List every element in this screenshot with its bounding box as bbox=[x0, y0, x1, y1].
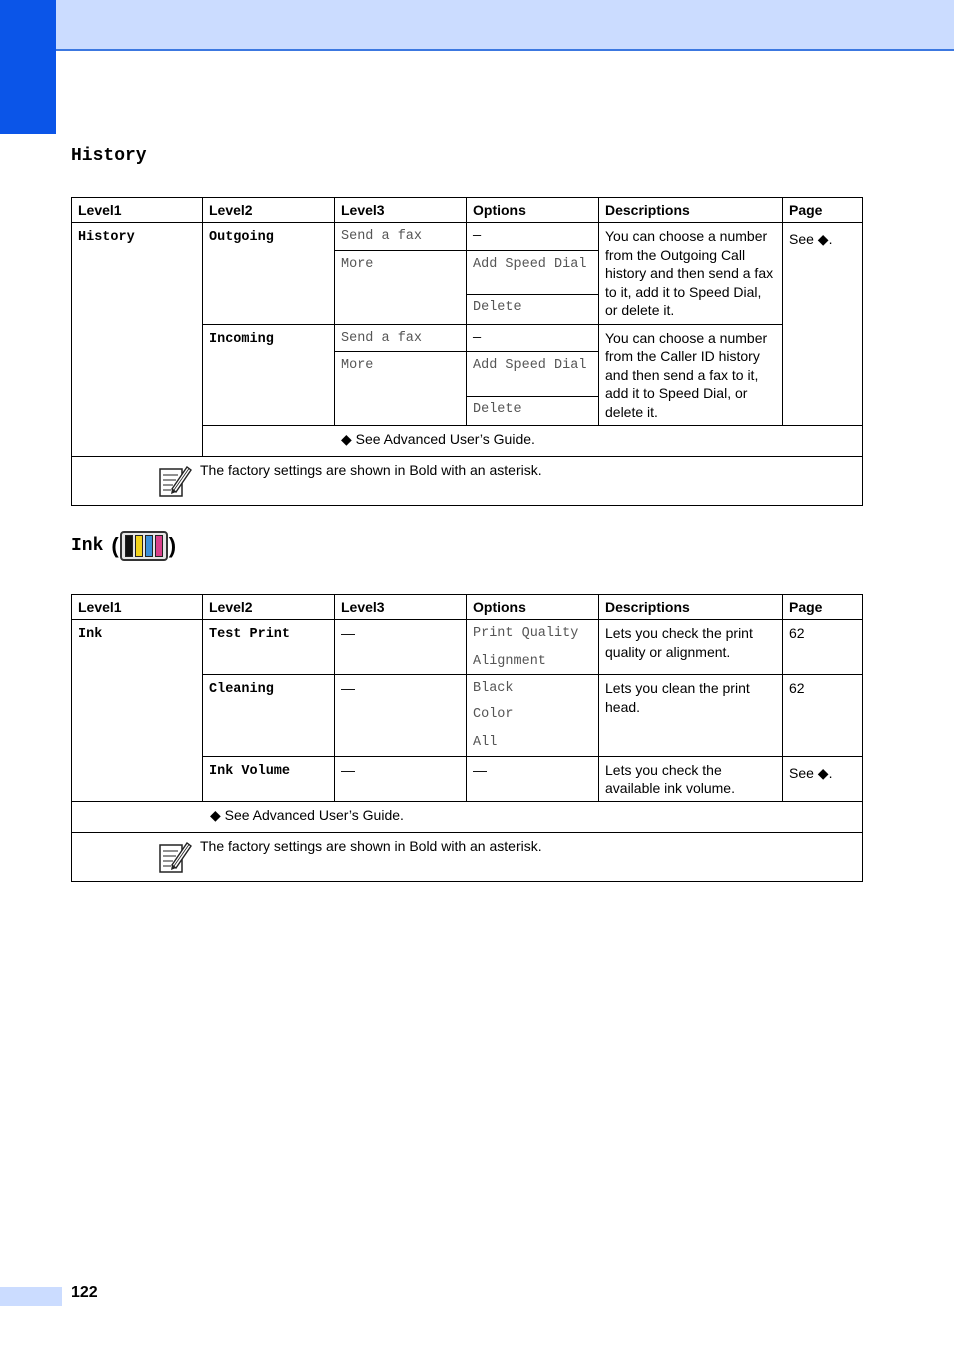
ink-title-text: Ink bbox=[71, 536, 104, 556]
header-level1: Level1 bbox=[72, 198, 203, 223]
header-band bbox=[0, 0, 954, 51]
outgoing-description: You can choose a number from the Outgoing Call history and then send a fax to it, add it to Speed Dial, or delete it. bbox=[599, 223, 783, 325]
incoming-more-options bbox=[467, 352, 599, 426]
ink-volume-option: — bbox=[467, 756, 599, 801]
ink-header-page: Page bbox=[783, 595, 863, 620]
option-alignment: Alignment bbox=[473, 653, 546, 669]
ink-header-descriptions: Descriptions bbox=[599, 595, 783, 620]
header-level3: Level3 bbox=[335, 198, 467, 223]
outgoing-send-fax: Send a fax bbox=[335, 223, 467, 251]
test-print-level3: — bbox=[335, 620, 467, 675]
option-color: Color bbox=[473, 706, 514, 722]
ink-section-title bbox=[71, 531, 176, 561]
outgoing-level2: Outgoing bbox=[203, 223, 335, 325]
incoming-add-speed-dial: Add Speed Dial bbox=[467, 352, 598, 397]
ink-header-row bbox=[72, 595, 863, 620]
memo-pencil-icon bbox=[158, 839, 192, 875]
outgoing-delete: Delete bbox=[473, 299, 522, 315]
header-level2: Level2 bbox=[203, 198, 335, 223]
ink-paren-open: ( bbox=[111, 533, 119, 558]
ink-factory-note: The factory settings are shown in Bold with an asterisk. bbox=[200, 837, 542, 854]
cleaning-options bbox=[467, 675, 599, 757]
page-number-band bbox=[0, 1287, 62, 1306]
ink-advanced-note: ◆ See Advanced User’s Guide. bbox=[72, 801, 863, 832]
option-print-quality: Print Quality bbox=[473, 626, 579, 641]
history-header-row bbox=[72, 198, 863, 223]
test-print-level2: Test Print bbox=[203, 620, 335, 675]
history-factory-note-cell bbox=[72, 457, 863, 506]
history-level1: History bbox=[72, 223, 203, 457]
incoming-description: You can choose a number from the Caller ID history and then send a fax to it, add it to Speed Dial, or delete it. bbox=[599, 324, 783, 426]
ink-header-level1: Level1 bbox=[72, 595, 203, 620]
ink-cartridge-icon bbox=[120, 531, 168, 561]
cleaning-level2: Cleaning bbox=[203, 675, 335, 757]
history-advanced-note: ◆ See Advanced User’s Guide. bbox=[203, 426, 863, 457]
ink-volume-description: Lets you check the available ink volume. bbox=[599, 756, 783, 801]
outgoing-send-fax-option: — bbox=[467, 223, 599, 251]
ink-factory-note-cell bbox=[72, 832, 863, 881]
ink-header-level2: Level2 bbox=[203, 595, 335, 620]
incoming-more: More bbox=[335, 352, 467, 426]
outgoing-more: More bbox=[335, 250, 467, 324]
chapter-tab bbox=[0, 0, 56, 134]
incoming-level2: Incoming bbox=[203, 324, 335, 426]
test-print-description: Lets you check the print quality or alignment. bbox=[599, 620, 783, 675]
history-page: See ◆. bbox=[783, 223, 863, 426]
history-factory-note: The factory settings are shown in Bold with an asterisk. bbox=[200, 462, 542, 478]
history-table bbox=[71, 197, 863, 506]
ink-paren-close: ) bbox=[168, 533, 177, 558]
header-page: Page bbox=[783, 198, 863, 223]
header-options: Options bbox=[467, 198, 599, 223]
test-print-options bbox=[467, 620, 599, 675]
ink-magenta-swatch bbox=[155, 535, 163, 557]
ink-black-swatch bbox=[125, 535, 133, 557]
ink-yellow-swatch bbox=[135, 535, 143, 557]
option-all: All bbox=[473, 735, 498, 750]
incoming-send-fax-option: — bbox=[467, 324, 599, 352]
ink-header-options: Options bbox=[467, 595, 599, 620]
ink-header-level3: Level3 bbox=[335, 595, 467, 620]
ink-level1: Ink bbox=[72, 620, 203, 802]
outgoing-add-speed-dial: Add Speed Dial bbox=[467, 251, 598, 295]
option-black: Black bbox=[473, 681, 514, 696]
memo-pencil-icon bbox=[158, 463, 192, 499]
cleaning-page: 62 bbox=[783, 675, 863, 757]
ink-volume-page: See ◆. bbox=[783, 756, 863, 801]
incoming-delete: Delete bbox=[473, 402, 522, 417]
outgoing-more-options bbox=[467, 250, 599, 324]
ink-volume-level2: Ink Volume bbox=[203, 756, 335, 801]
ink-cyan-swatch bbox=[145, 535, 153, 557]
incoming-send-fax: Send a fax bbox=[335, 324, 467, 352]
page-number: 122 bbox=[71, 1284, 98, 1301]
history-section-title: History bbox=[71, 146, 147, 166]
header-descriptions: Descriptions bbox=[599, 198, 783, 223]
cleaning-description: Lets you clean the print head. bbox=[599, 675, 783, 757]
ink-volume-level3: — bbox=[335, 756, 467, 801]
ink-table bbox=[71, 594, 863, 882]
cleaning-level3: — bbox=[335, 675, 467, 757]
test-print-page: 62 bbox=[783, 620, 863, 675]
